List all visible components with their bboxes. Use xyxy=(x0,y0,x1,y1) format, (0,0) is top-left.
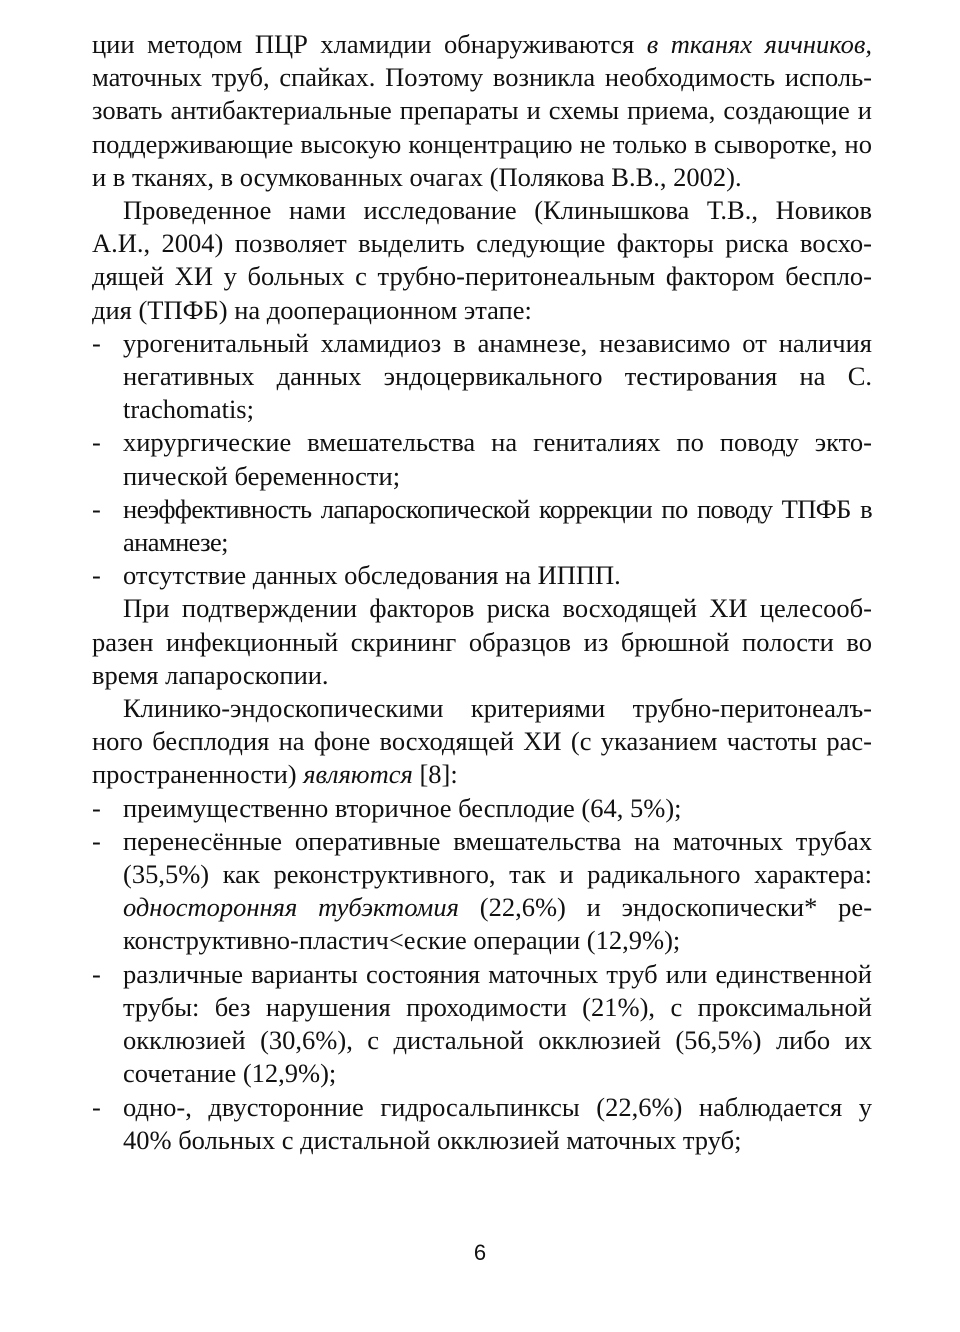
list-item-text: одно-, двусторонние гидросальпинксы (22,6%) наблюдается у 40% больных с дистальной окклюзией маточных труб; xyxy=(123,1091,872,1155)
paragraph-1-italic: в тканях яичников, xyxy=(646,29,872,59)
list-dash: - xyxy=(92,493,101,524)
list-item xyxy=(92,825,872,958)
paragraph-2: Проведенное нами исследование (Клинышкова Т.В., Новиков А.И., 2004) позволяет выделить следующие факторы риска восходящей ХИ у больных с трубно-перитонеальным фактором бесплодия (ТПФБ) на дооперационном этапе: xyxy=(92,195,872,325)
list-dash: - xyxy=(92,427,101,458)
list-dash: - xyxy=(92,560,101,591)
paragraph-1-text-b: маточных труб, спайках. Поэтому возникла необходимость использовать антибактериальные препараты и схемы приема, создающие и поддерживающие высокую концентрацию не только в сыворотке, но и в тканях, в осумкованных очагах (Полякова В.В., 2002). xyxy=(92,62,872,192)
list-item xyxy=(92,958,872,1091)
paragraph-4 xyxy=(92,692,872,792)
list-item-text-b: (22,6%) и эндоскопически* реконструктивно-пластич<еские операции (12,9%); xyxy=(123,892,873,956)
list-item-italic: односторонняя тубэктомия xyxy=(123,892,459,923)
list-item xyxy=(92,1091,872,1157)
list-dash: - xyxy=(92,327,101,358)
list-item xyxy=(92,559,872,592)
paragraph-1-text-a: ции методом ПЦР хламидии обнаруживаются xyxy=(92,29,647,59)
list-item-text: различные варианты состояния маточных труб или единственной трубы: без нарушения проходимости (21%), с проксимальной окклюзией (30,6%), с дистальной окклюзией (56,5%) либо их сочетание (12,9%); xyxy=(123,958,872,1089)
paragraph-4-text-b: [8]: xyxy=(412,759,458,790)
list-item xyxy=(92,327,872,427)
list-item-text: отсутствие данных обследования на ИППП. xyxy=(123,560,621,591)
page-number: 6 xyxy=(473,1240,487,1265)
list-dash: - xyxy=(92,792,101,823)
paragraph-1 xyxy=(92,28,872,194)
list-item-text: неэффективность лапароскопической коррекции по поводу ТПФБ в анамнезе; xyxy=(123,493,872,558)
list-dash: - xyxy=(92,825,101,856)
criteria-list xyxy=(92,792,872,1157)
list-item xyxy=(92,426,872,492)
risk-factors-list xyxy=(92,327,872,593)
list-item-text: урогенитальный хламидиоз в анамнезе, независимо от наличия негативных данных эндоцервикального тестирования на С. trachomatis; xyxy=(123,327,872,425)
paragraph-4-italic: являются xyxy=(303,759,413,790)
list-item-text-a: перенесённые оперативные вмешательства на маточных трубах (35,5%) как реконструктивного, так и радикального характера: xyxy=(123,825,872,890)
page-content xyxy=(92,28,872,1157)
paragraph-4-text-a: Клинико-эндоскопическими критериями трубно-перитонеалъного бесплодия на фоне восходящей ХИ (с указанием частоты распространенности) xyxy=(92,693,872,790)
list-item xyxy=(92,792,872,825)
list-item xyxy=(92,493,872,559)
list-dash: - xyxy=(92,958,101,989)
paragraph-3: При подтверждении факторов риска восходящей ХИ целесообразен инфекционный скрининг образцов из брюшной полости во время лапароскопии. xyxy=(92,593,872,690)
list-dash: - xyxy=(92,1091,101,1122)
list-item-text: хирургические вмешательства на гениталиях по поводу эктопической беременности; xyxy=(123,427,872,491)
list-item-text: преимущественно вторичное бесплодие (64, 5%); xyxy=(123,792,682,823)
